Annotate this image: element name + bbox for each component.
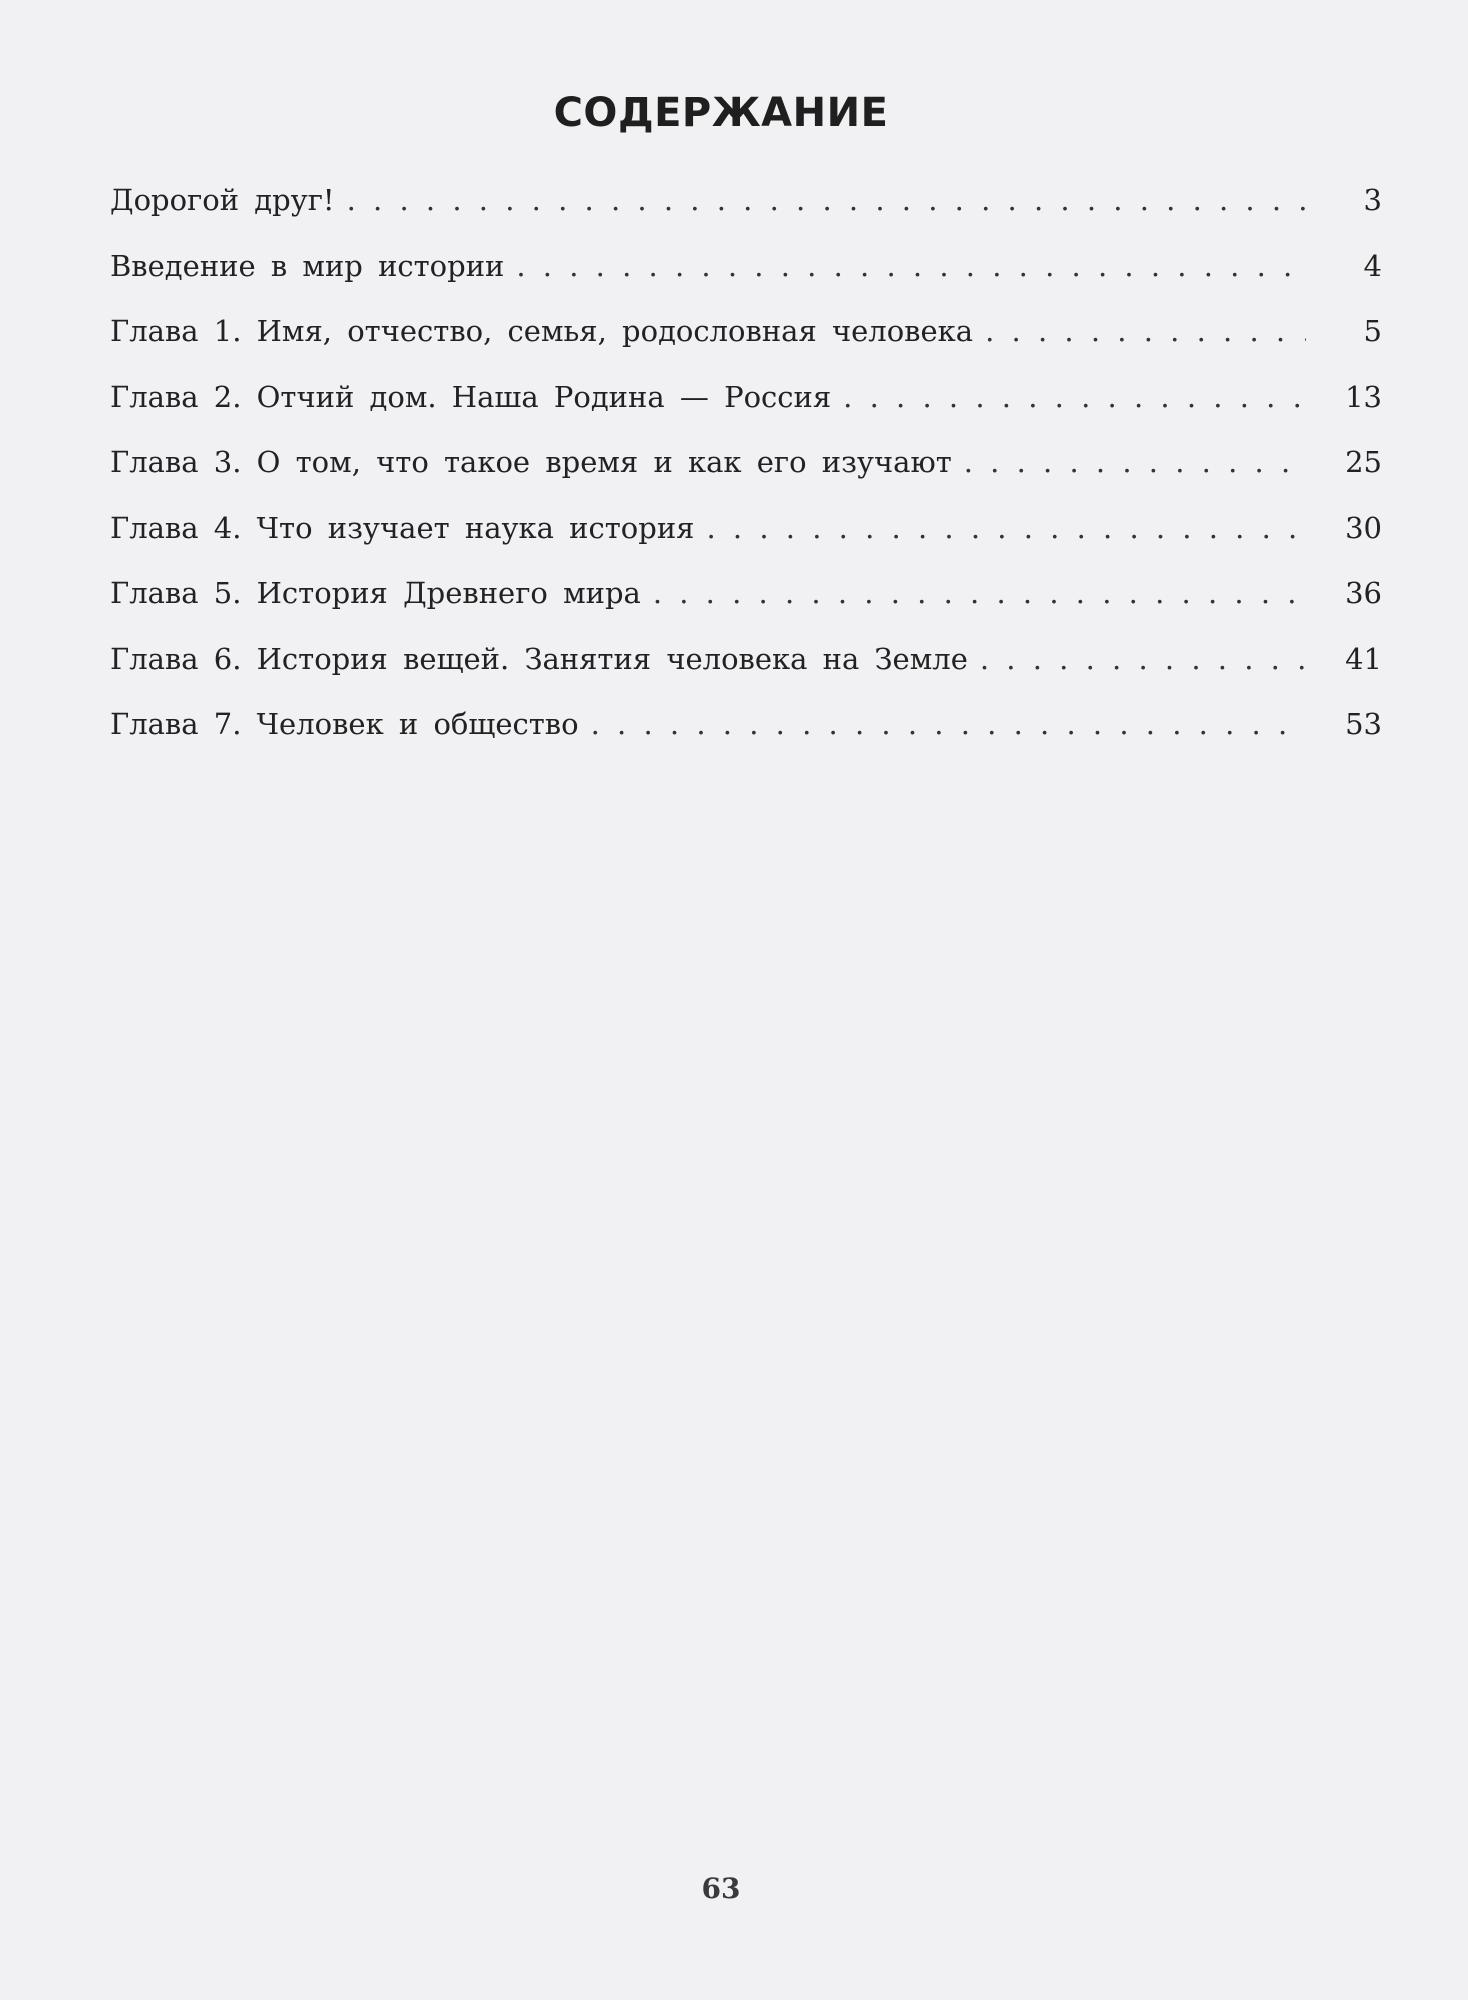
toc-entry-page: 3: [1363, 183, 1382, 217]
toc-entry: [110, 707, 1382, 773]
toc-entry-title: Глава 3. О том, что такое время и как его изучают: [110, 445, 952, 479]
page-title: СОДЕРЖАНИЕ: [553, 90, 889, 136]
dot-leader: [591, 707, 1306, 741]
toc-entry-title: Глава 2. Отчий дом. Наша Родина — Россия: [110, 379, 832, 414]
toc-entry-page: 5: [1363, 314, 1382, 348]
page-number: 63: [701, 1872, 741, 1905]
toc-entry-page: 36: [1345, 576, 1382, 610]
toc-entry: [110, 314, 1382, 380]
dot-leader: [843, 380, 1306, 414]
toc-entry: [110, 445, 1382, 511]
toc-entry-title: Глава 7. Человек и общество: [110, 707, 579, 741]
dot-leader: [980, 642, 1306, 676]
toc-entry: [110, 576, 1382, 642]
dot-leader: [516, 249, 1306, 283]
dot-leader: [706, 511, 1306, 545]
dot-leader: [347, 183, 1306, 217]
toc-entry: [110, 642, 1382, 708]
toc-entry-title: Глава 1. Имя, отчество, семья, родословная человека: [110, 314, 974, 348]
dot-leader: [653, 576, 1306, 610]
toc-entry-page: 13: [1345, 379, 1382, 414]
toc-entry: [110, 511, 1382, 577]
toc-entry: [110, 183, 1382, 249]
toc-entry-title: Дорогой друг!: [110, 183, 335, 217]
toc-entry-page: 30: [1345, 510, 1382, 545]
toc-entry-title: Глава 4. Что изучает наука история: [110, 510, 695, 545]
toc-entry-title: Введение в мир истории: [110, 248, 505, 283]
toc-entry-page: 53: [1345, 707, 1382, 741]
dot-leader: [964, 445, 1306, 479]
toc-entry: [110, 249, 1382, 315]
toc-entry: [110, 380, 1382, 446]
toc-entry-page: 41: [1345, 641, 1382, 676]
toc-entry-page: 25: [1345, 445, 1382, 479]
toc-entry-page: 4: [1363, 248, 1382, 283]
toc-entry-title: Глава 6. История вещей. Занятия человека на Земле: [110, 641, 968, 676]
toc-entry-title: Глава 5. История Древнего мира: [110, 576, 641, 610]
dot-leader: [985, 314, 1306, 348]
table-of-contents: [110, 183, 1382, 773]
